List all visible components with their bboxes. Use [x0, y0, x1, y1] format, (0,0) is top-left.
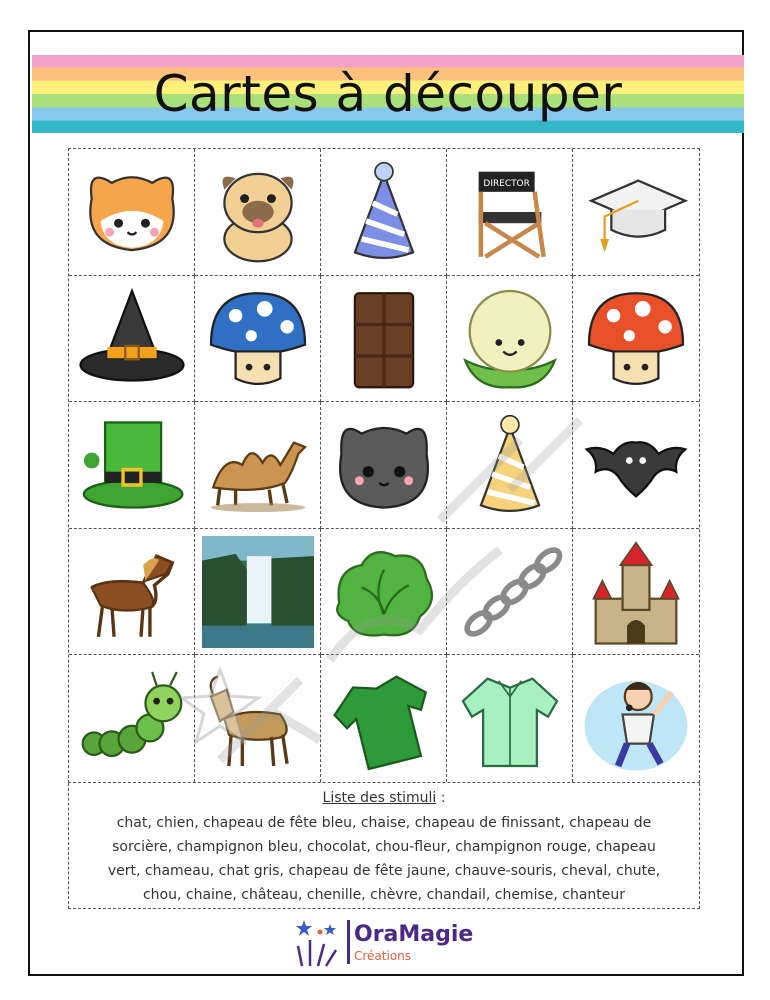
waterfall-icon	[202, 536, 314, 648]
card-champignon-rouge	[573, 276, 699, 403]
sweater-icon	[328, 663, 440, 775]
card-chaise	[447, 149, 573, 276]
singer-icon	[580, 663, 692, 775]
card-chapeau-fete-bleu	[321, 149, 447, 276]
chain-icon	[454, 536, 566, 648]
stimuli-heading-colon: :	[436, 790, 446, 806]
green-top-hat-icon	[76, 409, 188, 521]
stimuli-list	[68, 783, 700, 909]
goat-icon	[202, 663, 314, 775]
pug-dog-icon	[202, 156, 314, 268]
party-hat-blue-icon	[328, 156, 440, 268]
grey-cat-face-icon	[328, 409, 440, 521]
camel-icon	[202, 409, 314, 521]
cauliflower-icon	[454, 282, 566, 394]
card-chapeau-fete-jaune	[447, 402, 573, 529]
graduation-cap-icon	[580, 156, 692, 268]
director-chair-icon	[454, 156, 566, 268]
horse-icon	[76, 536, 188, 648]
stimuli-line: chat, chien, chapeau de fête bleu, chaise, chapeau de finissant, chapeau de	[116, 815, 652, 831]
stimuli-heading	[85, 787, 683, 809]
card-cheval	[69, 529, 195, 656]
page-title: Cartes à découper	[153, 65, 623, 123]
card-chenille	[69, 655, 195, 782]
cards-grid	[68, 148, 700, 783]
card-chateau	[573, 529, 699, 656]
card-chat	[69, 149, 195, 276]
blue-mushroom-icon	[202, 282, 314, 394]
card-chanteur	[573, 655, 699, 782]
stimuli-heading-label: Liste des stimuli	[322, 790, 437, 806]
stimuli-line: sorcière, champignon bleu, chocolat, chou-fleur, champignon rouge, chapeau	[112, 839, 656, 855]
card-chandail	[321, 655, 447, 782]
party-hat-yellow-icon	[454, 409, 566, 521]
card-chou-fleur	[447, 276, 573, 403]
stimuli-text	[85, 811, 683, 907]
stimuli-line: chou, chaine, château, chenille, chèvre, chandail, chemise, chanteur	[142, 887, 626, 903]
card-chauve-souris	[573, 402, 699, 529]
stimuli-line: vert, chameau, chat gris, chapeau de fête jaune, chauve-souris, cheval, chute,	[107, 863, 661, 879]
card-chien	[195, 149, 321, 276]
logo-name: OraMagie	[354, 922, 474, 947]
card-chevre	[195, 655, 321, 782]
red-mushroom-icon	[580, 282, 692, 394]
witch-hat-icon	[76, 282, 188, 394]
card-chute	[195, 529, 321, 656]
bat-icon	[580, 409, 692, 521]
svg-text:DIRECTOR: DIRECTOR	[482, 179, 530, 190]
cat-face-icon	[76, 156, 188, 268]
fireworks-logo-icon	[292, 916, 346, 968]
oramagie-logo	[292, 916, 482, 968]
caterpillar-icon	[76, 663, 188, 775]
card-chapeau-vert	[69, 402, 195, 529]
card-chaine	[447, 529, 573, 656]
card-chemise	[447, 655, 573, 782]
card-chapeau-finissant	[573, 149, 699, 276]
card-chou	[321, 529, 447, 656]
logo-divider	[347, 920, 350, 964]
castle-icon	[580, 536, 692, 648]
logo-subtitle: Créations	[354, 949, 412, 963]
card-chapeau-sorciere	[69, 276, 195, 403]
card-champignon-bleu	[195, 276, 321, 403]
cabbage-icon	[328, 536, 440, 648]
shirt-icon	[454, 663, 566, 775]
card-chameau	[195, 402, 321, 529]
chocolate-bar-icon	[328, 282, 440, 394]
card-chocolat	[321, 276, 447, 403]
card-chat-gris	[321, 402, 447, 529]
